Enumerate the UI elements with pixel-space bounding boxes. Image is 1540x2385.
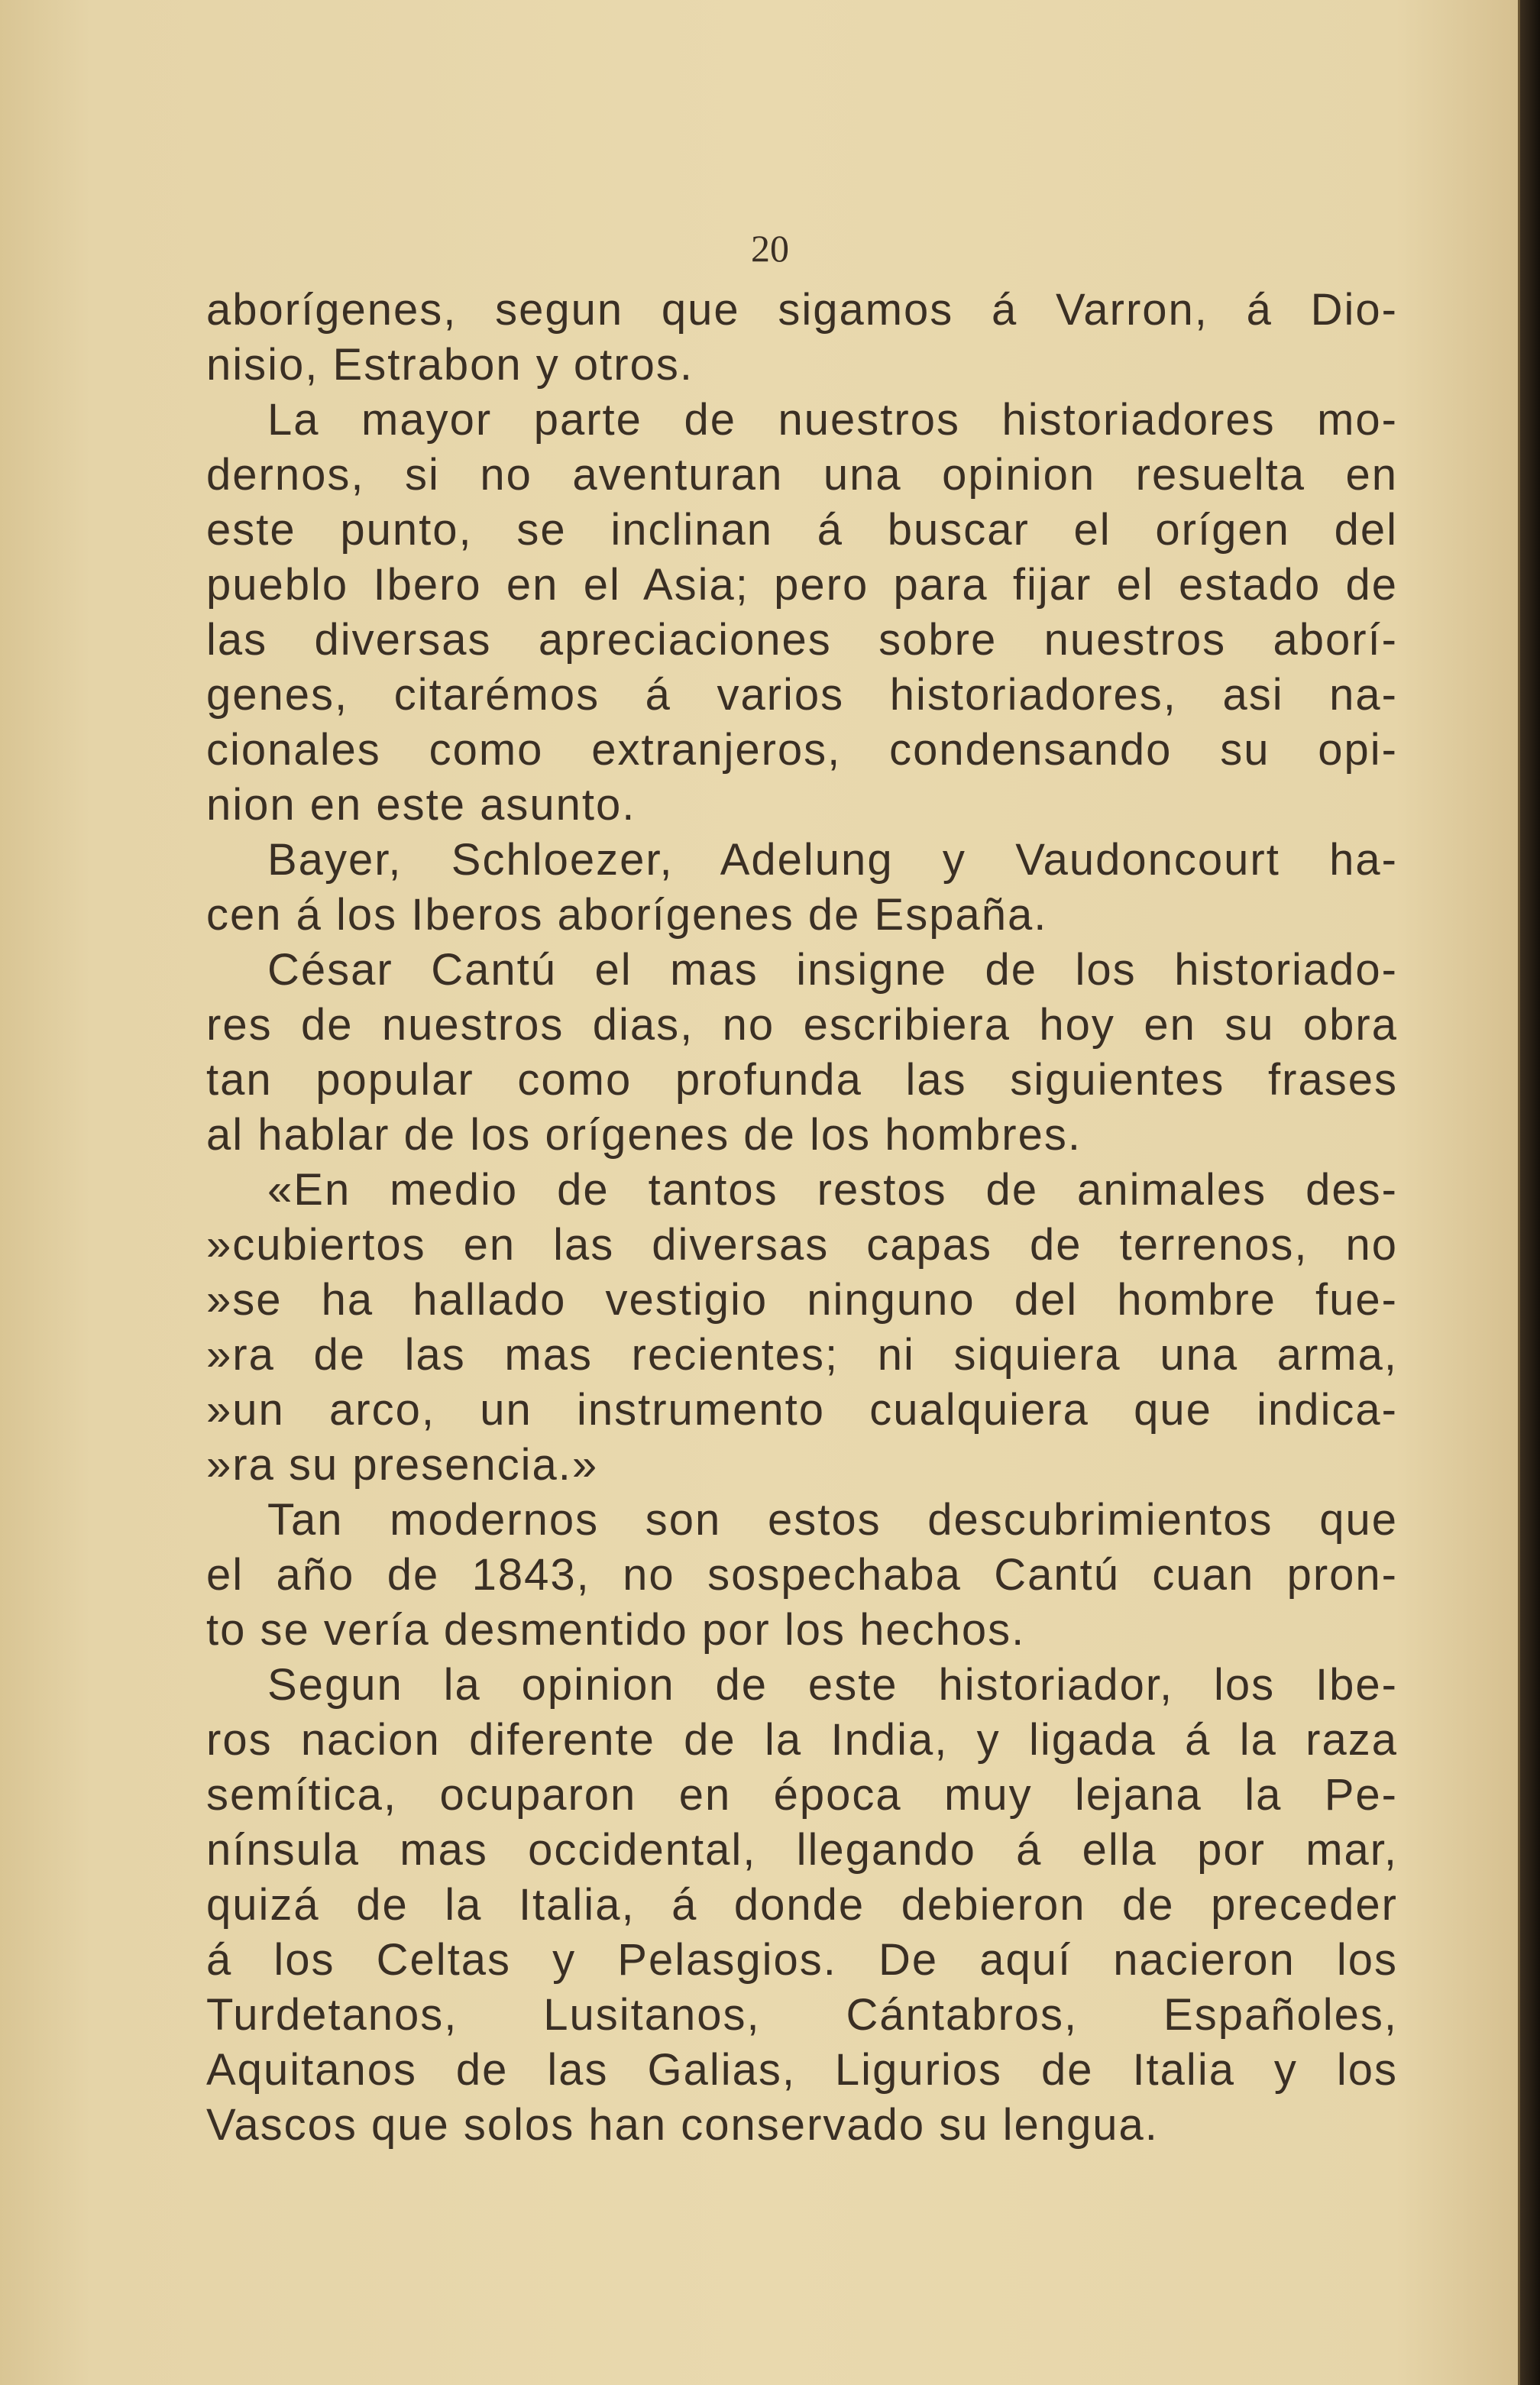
text-line: César Cantú el mas insigne de los historiado- bbox=[267, 945, 1398, 995]
text-line: cen á los Iberos aborígenes de España. bbox=[206, 890, 1048, 940]
text-line: cionales como extranjeros, condensando su opi- bbox=[206, 725, 1398, 775]
body-text bbox=[206, 283, 1398, 2153]
text-line: Segun la opinion de este historiador, los Ibe- bbox=[267, 1660, 1398, 1710]
text-line: Turdetanos, Lusitanos, Cántabros, Españoles, bbox=[206, 1990, 1398, 2040]
text-line: Bayer, Schloezer, Adelung y Vaudoncourt ha- bbox=[267, 835, 1398, 885]
text-line: dernos, si no aventuran una opinion resuelta en bbox=[206, 450, 1398, 500]
text-line: este punto, se inclinan á buscar el orígen del bbox=[206, 505, 1398, 555]
text-line: »cubiertos en las diversas capas de terrenos, no bbox=[206, 1220, 1398, 1270]
text-line: nínsula mas occidental, llegando á ella por mar, bbox=[206, 1825, 1398, 1875]
text-line: »ra su presencia.» bbox=[206, 1440, 599, 1490]
text-line: nion en este asunto. bbox=[206, 780, 636, 830]
text-line: tan popular como profunda las siguientes frases bbox=[206, 1055, 1398, 1105]
text-line: el año de 1843, no sospechaba Cantú cuan pron- bbox=[206, 1550, 1398, 1600]
page-number: 20 bbox=[751, 227, 789, 270]
text-line: to se vería desmentido por los hechos. bbox=[206, 1605, 1026, 1655]
text-line: semítica, ocuparon en época muy lejana la Pe- bbox=[206, 1770, 1398, 1820]
text-line: genes, citarémos á varios historiadores, asi na- bbox=[206, 670, 1398, 720]
text-line: las diversas apreciaciones sobre nuestros aborí- bbox=[206, 615, 1398, 665]
text-line: pueblo Ibero en el Asia; pero para fijar el estado de bbox=[206, 560, 1398, 610]
text-line: Vascos que solos han conservado su lengua. bbox=[206, 2100, 1159, 2150]
text-line: res de nuestros dias, no escribiera hoy en su obra bbox=[206, 1000, 1398, 1050]
text-line: Tan modernos son estos descubrimientos que bbox=[267, 1495, 1398, 1545]
text-line: La mayor parte de nuestros historiadores mo- bbox=[267, 395, 1398, 445]
text-line: al hablar de los orígenes de los hombres. bbox=[206, 1110, 1082, 1160]
text-line: nisio, Estrabon y otros. bbox=[206, 340, 694, 390]
text-line: aborígenes, segun que sigamos á Varron, á Dio- bbox=[206, 285, 1398, 335]
text-line: »se ha hallado vestigio ninguno del hombre fue- bbox=[206, 1275, 1398, 1325]
text-line: «En medio de tantos restos de animales des- bbox=[267, 1165, 1398, 1215]
text-line: Aquitanos de las Galias, Ligurios de Italia y los bbox=[206, 2045, 1398, 2095]
text-line: ros nacion diferente de la India, y ligada á la raza bbox=[206, 1715, 1398, 1765]
text-line: »un arco, un instrumento cualquiera que indica- bbox=[206, 1385, 1398, 1435]
text-line: »ra de las mas recientes; ni siquiera una arma, bbox=[206, 1330, 1398, 1380]
page-edge-shadow bbox=[1520, 0, 1540, 2385]
text-line: á los Celtas y Pelasgios. De aquí nacieron los bbox=[206, 1935, 1398, 1985]
text-line: quizá de la Italia, á donde debieron de preceder bbox=[206, 1880, 1398, 1930]
